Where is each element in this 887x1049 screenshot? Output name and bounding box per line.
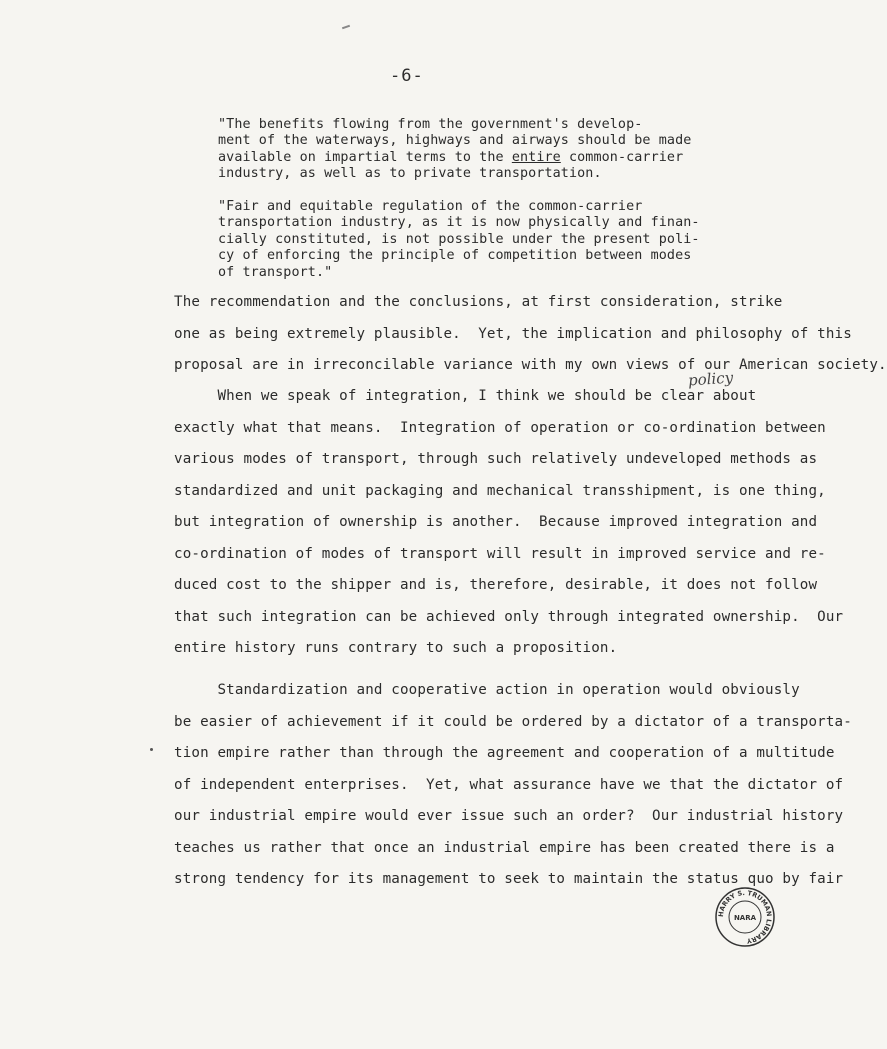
stamp-center-text: NARA (733, 914, 757, 922)
quote-line: "The benefits flowing from the government's develop- (218, 117, 643, 132)
text-line: duced cost to the shipper and is, therefore, desirable, it does not follow (174, 577, 818, 593)
page-number: -6- (390, 66, 424, 86)
quote-line: "Fair and equitable regulation of the common-carrier (218, 199, 643, 214)
text-line: various modes of transport, through such relatively undeveloped methods as (174, 451, 818, 467)
text-line: but integration of ownership is another. Because improved integration and (174, 514, 818, 530)
text-line: co-ordination of modes of transport will result in improved service and re- (174, 545, 826, 562)
text-line: tion empire rather than through the agreement and cooperation of a multitude (174, 745, 835, 761)
block-quote-1 (218, 117, 692, 183)
ink-mark (342, 25, 350, 30)
text-line: one as being extremely plausible. Yet, the implication and philosophy of this (174, 325, 852, 342)
stamp-seal-icon (714, 886, 776, 948)
margin-mark (150, 748, 153, 751)
text-line: be easier of achievement if it could be ordered by a dictator of a transporta- (174, 713, 852, 730)
text-line: proposal are in irreconcilable variance with my own views of our American society. (174, 357, 887, 373)
quote-line: available on impartial terms to the entire common-carrier (218, 149, 684, 165)
text-line: teaches us rather that once an industrial empire has been created there is a (174, 839, 835, 856)
quote-line: transportation industry, as it is now physically and finan- (218, 215, 700, 231)
block-quote-2 (218, 199, 700, 281)
paragraph-2 (174, 381, 844, 665)
stamp-ring-text: HARRY S. TRUMAN LIBRARY (716, 888, 774, 945)
text-line: The recommendation and the conclusions, at first consideration, strike (174, 294, 783, 310)
text-line: Standardization and cooperative action in operation would obviously (174, 682, 800, 698)
text-line: strong tendency for its management to seek to maintain the status quo by fair (174, 871, 844, 887)
text-line: standardized and unit packaging and mechanical transshipment, is one thing, (174, 482, 826, 499)
quote-line: of transport." (218, 264, 333, 280)
paragraph-1 (174, 287, 887, 382)
quote-line: cially constituted, is not possible under the present poli- (218, 231, 700, 247)
quote-line: ment of the waterways, highways and airways should be made (218, 133, 692, 149)
text-line: exactly what that means. Integration of operation or co-ordination between (174, 419, 826, 436)
quote-line: cy of enforcing the principle of competition between modes (218, 248, 692, 264)
underlined-word: entire (511, 149, 561, 165)
text-line: our industrial empire would ever issue such an order? Our industrial history (174, 808, 844, 824)
paragraph-3 (174, 675, 852, 896)
text-line: entire history runs contrary to such a proposition. (174, 640, 618, 656)
text-line: When we speak of integration, I think we should be clear about (174, 388, 757, 404)
quote-line: industry, as well as to private transportation. (218, 166, 602, 182)
handwritten-annotation: policy (687, 368, 734, 390)
library-stamp (714, 886, 776, 948)
text-line: of independent enterprises. Yet, what assurance have we that the dictator of (174, 776, 844, 793)
text-line: that such integration can be achieved only through integrated ownership. Our (174, 608, 844, 625)
